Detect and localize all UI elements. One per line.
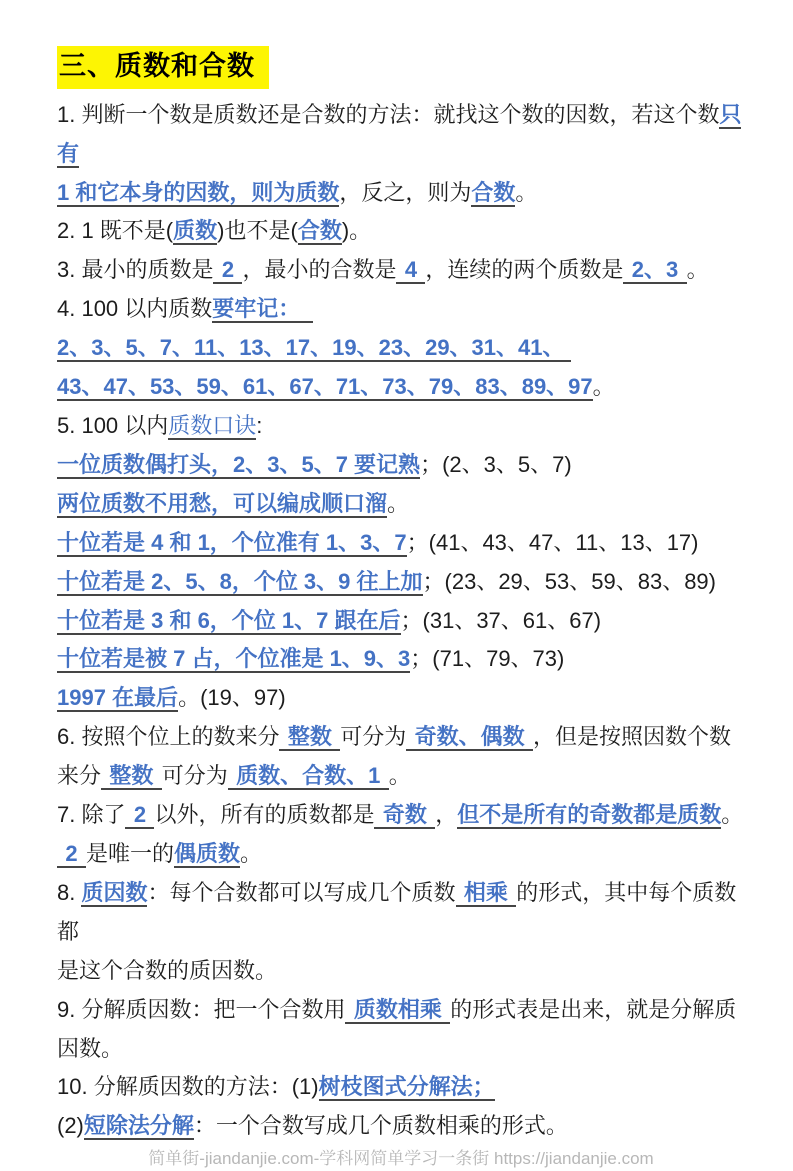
text-segment: : <box>256 413 263 438</box>
text-segment: ，连续的两个质数是 <box>425 257 624 283</box>
text-segment: ：每个合数都可以写成几个质数 <box>147 879 456 905</box>
text-segment: 7. 除了 <box>57 802 126 828</box>
text-segment: 4. 100 以内质数 <box>57 296 213 322</box>
key-term: 43、47、53、59、61、67、71、73、79、83、89、97 <box>57 374 593 400</box>
text-line <box>57 718 745 757</box>
text-line <box>57 96 745 174</box>
text-segment: 是唯一的 <box>85 840 174 866</box>
key-term: 一位质数偶打头，2、3、5、7 要记熟 <box>57 451 421 477</box>
key-term: 只有 <box>57 101 742 166</box>
key-term: 十位若是 2、5、8，个位 3、9 往上加 <box>57 568 423 594</box>
text-segment: 。 <box>240 840 263 866</box>
key-term: 但不是所有的奇数都是质数 <box>457 802 722 828</box>
text-segment: 。 <box>515 179 538 205</box>
text-segment: )也不是( <box>217 218 298 244</box>
key-term: 要牢记： <box>212 296 313 322</box>
text-segment: 1. 判断一个数是质数还是合数的方法：就找这个数的因数，若这个数 <box>57 101 720 127</box>
key-term: 1997 在最后 <box>57 685 179 711</box>
key-term: 十位若是 3 和 6，个位 1、7 跟在后 <box>57 607 401 633</box>
text-line <box>57 796 745 835</box>
key-term: 两位质数不用愁，可以编成顺口溜 <box>57 490 388 516</box>
text-line <box>57 174 745 213</box>
fill-in-answer: 2、3 <box>623 257 686 284</box>
text-segment: ， <box>435 802 458 828</box>
text-segment: 是这个合数的质因数。 <box>57 957 278 983</box>
text-line <box>57 602 745 641</box>
text-segment: 8. <box>57 879 82 905</box>
text-segment: 。 <box>388 763 411 789</box>
content-lines <box>57 96 745 1146</box>
text-line <box>57 640 745 679</box>
key-term: 合数 <box>297 218 342 244</box>
key-term: 合数 <box>471 179 516 205</box>
key-term: 2、3、5、7、11、13、17、19、23、29、31、41、 <box>57 335 571 361</box>
text-line <box>57 290 745 329</box>
text-segment: 的形式表是出来，就是分解质 <box>450 996 737 1022</box>
fill-in-answer: 整数 <box>279 724 340 751</box>
text-segment: 。 <box>686 257 709 283</box>
text-segment: 的形式，其中每个质数都 <box>57 879 737 944</box>
text-segment: 2. 1 既不是( <box>57 218 174 244</box>
text-segment: 可分为 <box>340 724 407 750</box>
text-line <box>57 446 745 485</box>
text-line <box>57 1068 745 1107</box>
text-line <box>57 563 745 602</box>
key-term: 质数 <box>173 218 218 244</box>
text-line <box>57 679 745 718</box>
text-segment: ；(41、43、47、11、13、17) <box>406 529 699 555</box>
fill-in-answer: 4 <box>396 257 425 284</box>
fill-in-answer: 2 <box>57 841 86 868</box>
text-segment: 5. 100 以内 <box>57 413 169 438</box>
text-segment: 3. 最小的质数是 <box>57 257 214 283</box>
fill-in-answer: 质数相乘 <box>345 997 450 1024</box>
text-segment: ，反之，则为 <box>339 179 472 205</box>
text-line <box>57 251 745 290</box>
text-segment: ；(23、29、53、59、83、89) <box>422 568 716 594</box>
fill-in-answer: 2 <box>125 802 154 829</box>
key-term: 质数口诀 <box>168 413 257 438</box>
text-segment: 。 <box>592 374 615 400</box>
key-term: 短除法分解 <box>83 1113 194 1139</box>
text-segment: ：一个合数写成几个质数相乘的形式。 <box>193 1113 568 1139</box>
text-segment: (2) <box>57 1113 84 1139</box>
key-term: 偶质数 <box>173 840 240 866</box>
key-term: 树枝图式分解法； <box>318 1074 495 1100</box>
text-segment: ；(71、79、73) <box>410 646 565 672</box>
key-term: 质因数 <box>81 879 148 905</box>
fill-in-answer: 奇数 <box>374 802 435 829</box>
footer-watermark: 简单街-jiandanjie.com-学科网简单学习一条街 https://jiandanjie.com <box>148 1149 654 1169</box>
text-segment: 以外，所有的质数都是 <box>154 802 375 828</box>
text-line <box>57 329 745 368</box>
text-line <box>57 991 745 1030</box>
fill-in-answer: 2 <box>213 257 242 284</box>
text-segment: ；(31、37、61、67) <box>400 607 602 633</box>
text-line <box>57 835 745 874</box>
text-segment: 。 <box>721 802 744 828</box>
text-line <box>57 952 745 991</box>
text-segment: 来分 <box>57 763 102 789</box>
section-title: 三、质数和合数 <box>57 46 269 89</box>
text-segment: 10. 分解质因数的方法：(1) <box>57 1074 319 1100</box>
text-segment: ；(2、3、5、7) <box>420 451 572 477</box>
text-line <box>57 1030 745 1069</box>
text-line <box>57 874 745 952</box>
text-segment: ，但是按照因数个数 <box>532 724 731 750</box>
fill-in-answer: 质数、合数、1 <box>228 763 389 790</box>
key-term: 十位若是被 7 占，个位准是 1、9、3 <box>57 646 411 672</box>
text-segment: 。(19、97) <box>178 685 286 711</box>
text-segment: 因数。 <box>57 1035 124 1061</box>
fill-in-answer: 奇数、偶数 <box>406 724 533 751</box>
text-line <box>57 485 745 524</box>
text-line <box>57 407 745 446</box>
text-line <box>57 212 745 251</box>
key-term: 十位若是 4 和 1，个位准有 1、3、7 <box>57 529 407 555</box>
text-line <box>57 1107 745 1146</box>
text-segment: 。 <box>387 490 410 516</box>
text-line <box>57 524 745 563</box>
fill-in-answer: 整数 <box>101 763 162 790</box>
text-segment: 可分为 <box>161 763 228 789</box>
text-segment: 6. 按照个位上的数来分 <box>57 724 280 750</box>
text-segment: )。 <box>341 218 372 244</box>
text-line <box>57 757 745 796</box>
text-line <box>57 368 745 407</box>
text-segment: ，最小的合数是 <box>242 257 397 283</box>
key-term: 1 和它本身的因数，则为质数 <box>57 179 340 205</box>
fill-in-answer: 相乘 <box>456 880 517 907</box>
text-segment: 9. 分解质因数：把一个合数用 <box>57 996 346 1022</box>
